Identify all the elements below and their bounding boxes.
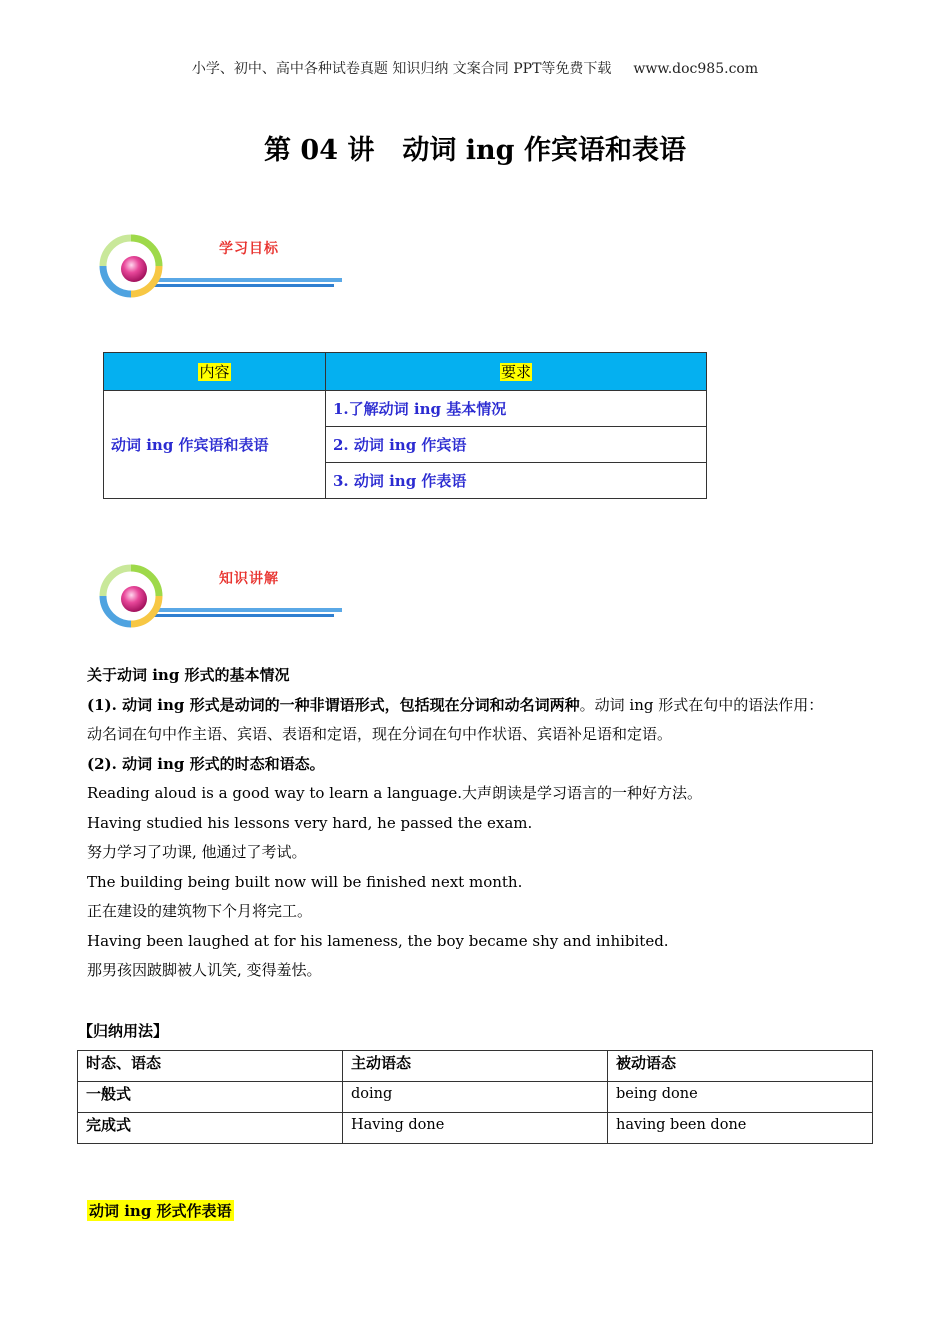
section-badge-goals bbox=[97, 234, 347, 304]
usage-cell: Having done bbox=[343, 1113, 608, 1144]
example-line: Having studied his lessons very hard, he passed the exam. bbox=[87, 813, 533, 832]
goal-table bbox=[103, 352, 707, 499]
summary-title: 【归纳用法】 bbox=[78, 1022, 169, 1040]
usage-cell: being done bbox=[608, 1082, 873, 1113]
usage-cell: 一般式 bbox=[78, 1082, 343, 1113]
page-title bbox=[0, 128, 950, 167]
goal-table-header-row bbox=[104, 353, 707, 391]
page-header bbox=[0, 58, 950, 78]
body-paragraph-2: (2). 动词 ing 形式的时态和语态。 bbox=[87, 754, 325, 773]
bottom-heading: 动词 ing 形式作表语 bbox=[89, 1202, 232, 1220]
example-line: Reading aloud is a good way to learn a language.大声朗读是学习语言的一种好方法。 bbox=[87, 784, 702, 802]
example-line: The building being built now will be finished next month. bbox=[87, 872, 523, 891]
usage-header-passive: 被动语态 bbox=[608, 1051, 873, 1082]
section-label-goals: 学习目标 bbox=[219, 241, 279, 257]
goal-requirement-3: 3. 动词 ing 作表语 bbox=[326, 463, 707, 499]
section-label-knowledge: 知识讲解 bbox=[219, 571, 279, 587]
title-topic: 动词 ing 作宾语和表语 bbox=[402, 135, 686, 166]
table-row bbox=[78, 1082, 873, 1113]
example-line: 那男孩因跛脚被人讥笑, 变得羞怯。 bbox=[87, 961, 322, 979]
usage-cell: having been done bbox=[608, 1113, 873, 1144]
goal-requirement-1: 1.了解动词 ing 基本情况 bbox=[326, 391, 707, 427]
knowledge-body bbox=[87, 661, 887, 986]
usage-header-active: 主动语态 bbox=[343, 1051, 608, 1082]
title-lecture: 第 04 讲 bbox=[264, 135, 375, 166]
body-heading: 关于动词 ing 形式的基本情况 bbox=[87, 666, 290, 684]
example-line: 正在建设的建筑物下个月将完工。 bbox=[87, 902, 313, 920]
usage-header-tense: 时态、语态 bbox=[78, 1051, 343, 1082]
body-paragraph-1: (1). 动词 ing 形式是动词的一种非谓语形式，包括现在分词和动名词两种。动词 ing 形式在句中的语法作用： bbox=[87, 695, 824, 714]
example-line: 努力学习了功课, 他通过了考试。 bbox=[87, 843, 307, 861]
goal-header-requirement: 要求 bbox=[326, 353, 707, 391]
goal-requirement-2: 2. 动词 ing 作宾语 bbox=[326, 427, 707, 463]
usage-table bbox=[77, 1050, 873, 1144]
usage-table-header-row bbox=[78, 1051, 873, 1082]
table-row bbox=[78, 1113, 873, 1144]
table-row bbox=[104, 391, 707, 427]
header-site: www.doc985.com bbox=[633, 61, 759, 77]
header-text: 小学、初中、高中各种试卷真题 知识归纳 文案合同 PPT等免费下载 bbox=[191, 61, 612, 77]
usage-cell: 完成式 bbox=[78, 1113, 343, 1144]
goal-content-cell: 动词 ing 作宾语和表语 bbox=[104, 391, 326, 499]
example-line: Having been laughed at for his lameness, the boy became shy and inhibited. bbox=[87, 931, 669, 950]
body-paragraph-1-line-2: 动名词在句中作主语、宾语、表语和定语，现在分词在句中作状语、宾语补足语和定语。 bbox=[87, 725, 673, 743]
usage-cell: doing bbox=[343, 1082, 608, 1113]
section-badge-knowledge bbox=[97, 564, 347, 634]
goal-header-content: 内容 bbox=[104, 353, 326, 391]
